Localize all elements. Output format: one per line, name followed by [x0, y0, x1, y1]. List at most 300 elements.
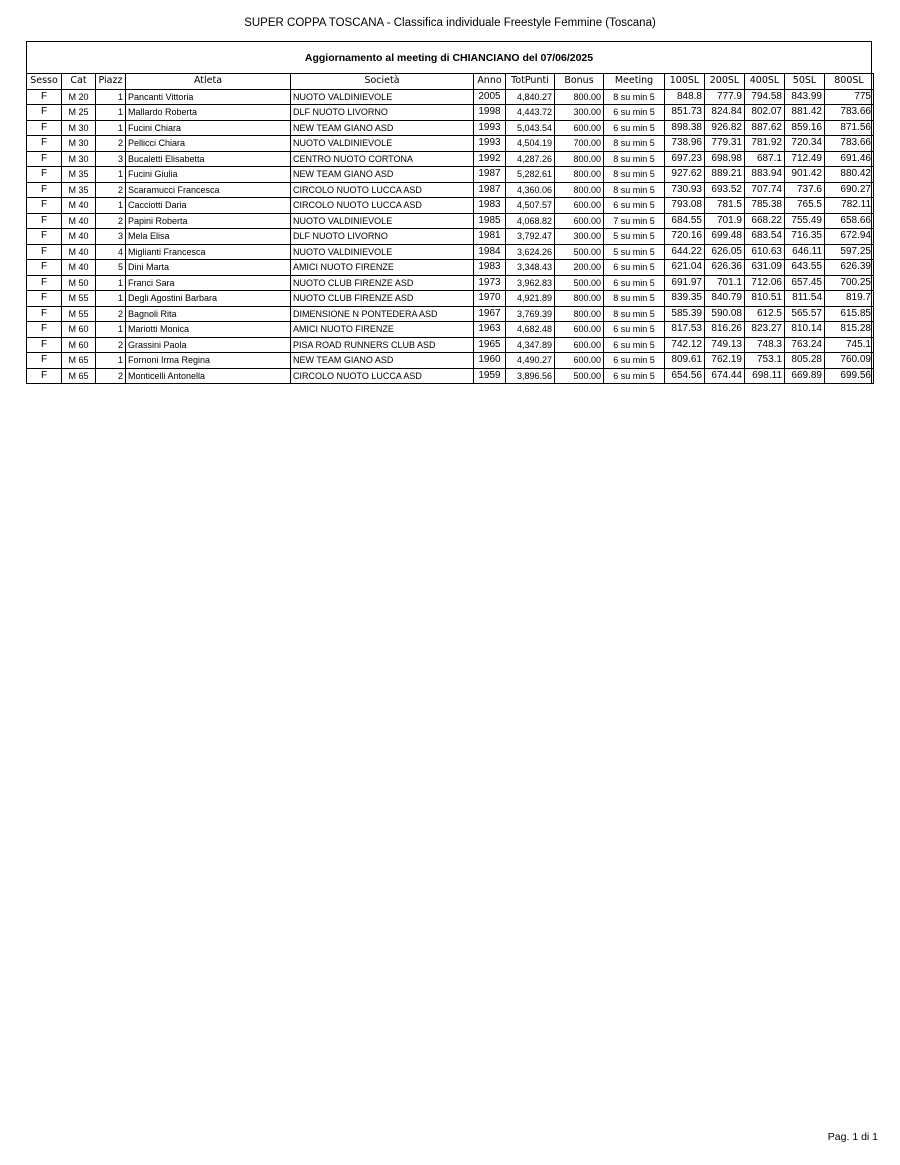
cell-atleta: Fucini Giulia: [126, 167, 291, 183]
column-header-meeting: Meeting: [604, 74, 665, 90]
cell-400sl: 698.11: [745, 368, 785, 384]
cell-meeting: 8 su min 5: [604, 306, 665, 322]
cell-piazz: 5: [96, 260, 126, 276]
cell-piazz: 1: [96, 167, 126, 183]
cell-100sl: 684.55: [665, 213, 705, 229]
cell-piazz: 2: [96, 337, 126, 353]
cell-cat: M 40: [62, 244, 96, 260]
cell-200sl: 926.82: [705, 120, 745, 136]
cell-cat: M 40: [62, 213, 96, 229]
cell-cat: M 60: [62, 337, 96, 353]
cell-totpunti: 4,682.48: [506, 322, 555, 338]
column-header-societa: Società: [291, 74, 474, 90]
column-header-100sl: 100SL: [665, 74, 705, 90]
cell-bonus: 700.00: [555, 136, 604, 152]
cell-100sl: 927.62: [665, 167, 705, 183]
cell-bonus: 800.00: [555, 167, 604, 183]
header-row: [27, 74, 874, 90]
cell-50sl: 669.89: [785, 368, 825, 384]
column-header-anno: Anno: [474, 74, 506, 90]
cell-anno: 1993: [474, 136, 506, 152]
cell-bonus: 800.00: [555, 291, 604, 307]
cell-800sl: 672.94: [825, 229, 874, 245]
cell-bonus: 600.00: [555, 213, 604, 229]
table-row: [27, 120, 874, 136]
cell-anno: 1960: [474, 353, 506, 369]
table-row: [27, 291, 874, 307]
cell-50sl: 643.55: [785, 260, 825, 276]
table-row: [27, 151, 874, 167]
cell-bonus: 800.00: [555, 151, 604, 167]
cell-bonus: 300.00: [555, 229, 604, 245]
cell-bonus: 300.00: [555, 105, 604, 121]
cell-200sl: 674.44: [705, 368, 745, 384]
cell-anno: 1983: [474, 260, 506, 276]
cell-cat: M 30: [62, 136, 96, 152]
cell-atleta: Mela Elisa: [126, 229, 291, 245]
cell-piazz: 2: [96, 182, 126, 198]
cell-bonus: 600.00: [555, 337, 604, 353]
cell-cat: M 55: [62, 291, 96, 307]
document-title: SUPER COPPA TOSCANA - Classifica individuale Freestyle Femmine (Toscana): [244, 17, 656, 29]
cell-meeting: 8 su min 5: [604, 151, 665, 167]
cell-atleta: Scaramucci Francesca: [126, 182, 291, 198]
cell-societa: CIRCOLO NUOTO LUCCA ASD: [291, 182, 474, 198]
cell-800sl: 782.11: [825, 198, 874, 214]
cell-200sl: 590.08: [705, 306, 745, 322]
cell-cat: M 30: [62, 151, 96, 167]
cell-meeting: 6 su min 5: [604, 275, 665, 291]
cell-meeting: 6 su min 5: [604, 105, 665, 121]
cell-anno: 1963: [474, 322, 506, 338]
column-header-totpunti: TotPunti: [506, 74, 555, 90]
cell-cat: M 65: [62, 368, 96, 384]
cell-anno: 1965: [474, 337, 506, 353]
cell-meeting: 8 su min 5: [604, 291, 665, 307]
cell-100sl: 621.04: [665, 260, 705, 276]
cell-atleta: Fornoni Irma Regina: [126, 353, 291, 369]
cell-400sl: 612.5: [745, 306, 785, 322]
table-row: [27, 306, 874, 322]
column-header-cat: Cat: [62, 74, 96, 90]
cell-400sl: 887.62: [745, 120, 785, 136]
cell-anno: 1993: [474, 120, 506, 136]
cell-bonus: 500.00: [555, 368, 604, 384]
cell-anno: 1959: [474, 368, 506, 384]
cell-piazz: 2: [96, 136, 126, 152]
cell-meeting: 8 su min 5: [604, 167, 665, 183]
cell-sesso: F: [27, 229, 62, 245]
cell-societa: PISA ROAD RUNNERS CLUB ASD: [291, 337, 474, 353]
column-header-piazz: Piazz: [96, 74, 126, 90]
cell-100sl: 851.73: [665, 105, 705, 121]
cell-atleta: Monticelli Antonella: [126, 368, 291, 384]
cell-meeting: 6 su min 5: [604, 337, 665, 353]
cell-400sl: 802.07: [745, 105, 785, 121]
cell-totpunti: 5,043.54: [506, 120, 555, 136]
cell-bonus: 600.00: [555, 353, 604, 369]
cell-cat: M 25: [62, 105, 96, 121]
cell-totpunti: 4,068.82: [506, 213, 555, 229]
cell-totpunti: 3,962.83: [506, 275, 555, 291]
cell-100sl: 793.08: [665, 198, 705, 214]
cell-800sl: 597.25: [825, 244, 874, 260]
cell-anno: 1981: [474, 229, 506, 245]
cell-totpunti: 4,490.27: [506, 353, 555, 369]
cell-societa: NUOTO VALDINIEVOLE: [291, 213, 474, 229]
cell-200sl: 777.9: [705, 89, 745, 105]
cell-800sl: 691.46: [825, 151, 874, 167]
cell-400sl: 687.1: [745, 151, 785, 167]
cell-atleta: Mallardo Roberta: [126, 105, 291, 121]
cell-200sl: 698.98: [705, 151, 745, 167]
cell-meeting: 5 su min 5: [604, 244, 665, 260]
column-header-bonus: Bonus: [555, 74, 604, 90]
cell-societa: NUOTO CLUB FIRENZE ASD: [291, 291, 474, 307]
cell-400sl: 883.94: [745, 167, 785, 183]
cell-anno: 1973: [474, 275, 506, 291]
cell-400sl: 781.92: [745, 136, 785, 152]
cell-totpunti: 3,792.47: [506, 229, 555, 245]
cell-800sl: 783.66: [825, 105, 874, 121]
cell-sesso: F: [27, 136, 62, 152]
cell-bonus: 800.00: [555, 89, 604, 105]
cell-atleta: Dini Marta: [126, 260, 291, 276]
cell-totpunti: 4,507.57: [506, 198, 555, 214]
column-header-atleta: Atleta: [126, 74, 291, 90]
cell-800sl: 690.27: [825, 182, 874, 198]
cell-800sl: 819.7: [825, 291, 874, 307]
cell-societa: DLF NUOTO LIVORNO: [291, 229, 474, 245]
cell-100sl: 738.96: [665, 136, 705, 152]
cell-anno: 1984: [474, 244, 506, 260]
column-header-sesso: Sesso: [27, 74, 62, 90]
cell-meeting: 6 su min 5: [604, 260, 665, 276]
cell-100sl: 742.12: [665, 337, 705, 353]
cell-atleta: Pancanti Vittoria: [126, 89, 291, 105]
cell-atleta: Grassini Paola: [126, 337, 291, 353]
cell-atleta: Fucini Chiara: [126, 120, 291, 136]
table-row: [27, 198, 874, 214]
cell-totpunti: 3,896.56: [506, 368, 555, 384]
cell-piazz: 1: [96, 89, 126, 105]
cell-anno: 1992: [474, 151, 506, 167]
cell-meeting: 6 su min 5: [604, 368, 665, 384]
cell-200sl: 626.05: [705, 244, 745, 260]
cell-bonus: 600.00: [555, 322, 604, 338]
cell-100sl: 720.16: [665, 229, 705, 245]
cell-400sl: 631.09: [745, 260, 785, 276]
cell-200sl: 781.5: [705, 198, 745, 214]
cell-800sl: 699.56: [825, 368, 874, 384]
cell-100sl: 839.35: [665, 291, 705, 307]
cell-cat: M 60: [62, 322, 96, 338]
column-header-200sl: 200SL: [705, 74, 745, 90]
cell-anno: 2005: [474, 89, 506, 105]
cell-50sl: 901.42: [785, 167, 825, 183]
cell-sesso: F: [27, 368, 62, 384]
cell-societa: CENTRO NUOTO CORTONA: [291, 151, 474, 167]
cell-50sl: 765.5: [785, 198, 825, 214]
cell-atleta: Degli Agostini Barbara: [126, 291, 291, 307]
cell-anno: 1987: [474, 167, 506, 183]
cell-400sl: 668.22: [745, 213, 785, 229]
cell-400sl: 810.51: [745, 291, 785, 307]
cell-100sl: 697.23: [665, 151, 705, 167]
cell-cat: M 40: [62, 260, 96, 276]
cell-sesso: F: [27, 198, 62, 214]
cell-atleta: Miglianti Francesca: [126, 244, 291, 260]
table-row: [27, 136, 874, 152]
table-row: [27, 167, 874, 183]
cell-sesso: F: [27, 182, 62, 198]
cell-200sl: 889.21: [705, 167, 745, 183]
column-header-50sl: 50SL: [785, 74, 825, 90]
cell-800sl: 700.25: [825, 275, 874, 291]
cell-bonus: 600.00: [555, 198, 604, 214]
cell-totpunti: 4,504.19: [506, 136, 555, 152]
cell-atleta: Bucaletti Elisabetta: [126, 151, 291, 167]
cell-cat: M 65: [62, 353, 96, 369]
cell-400sl: 610.63: [745, 244, 785, 260]
cell-societa: NUOTO CLUB FIRENZE ASD: [291, 275, 474, 291]
cell-meeting: 8 su min 5: [604, 136, 665, 152]
table-row: [27, 368, 874, 384]
cell-societa: AMICI NUOTO FIRENZE: [291, 260, 474, 276]
table-row: [27, 244, 874, 260]
cell-anno: 1985: [474, 213, 506, 229]
cell-200sl: 816.26: [705, 322, 745, 338]
cell-sesso: F: [27, 151, 62, 167]
cell-anno: 1967: [474, 306, 506, 322]
cell-sesso: F: [27, 353, 62, 369]
cell-50sl: 811.54: [785, 291, 825, 307]
cell-piazz: 2: [96, 213, 126, 229]
cell-50sl: 712.49: [785, 151, 825, 167]
cell-meeting: 8 su min 5: [604, 182, 665, 198]
cell-800sl: 871.56: [825, 120, 874, 136]
cell-sesso: F: [27, 89, 62, 105]
cell-totpunti: 4,921.89: [506, 291, 555, 307]
cell-sesso: F: [27, 306, 62, 322]
cell-societa: NEW TEAM GIANO ASD: [291, 120, 474, 136]
cell-50sl: 716.35: [785, 229, 825, 245]
cell-societa: NEW TEAM GIANO ASD: [291, 167, 474, 183]
cell-400sl: 753.1: [745, 353, 785, 369]
cell-sesso: F: [27, 105, 62, 121]
cell-sesso: F: [27, 213, 62, 229]
cell-sesso: F: [27, 291, 62, 307]
cell-200sl: 824.84: [705, 105, 745, 121]
cell-50sl: 843.99: [785, 89, 825, 105]
cell-totpunti: 4,443.72: [506, 105, 555, 121]
cell-bonus: 800.00: [555, 182, 604, 198]
cell-50sl: 881.42: [785, 105, 825, 121]
cell-400sl: 748.3: [745, 337, 785, 353]
cell-800sl: 775: [825, 89, 874, 105]
cell-sesso: F: [27, 322, 62, 338]
cell-sesso: F: [27, 120, 62, 136]
cell-200sl: 840.79: [705, 291, 745, 307]
cell-piazz: 4: [96, 244, 126, 260]
cell-societa: NUOTO VALDINIEVOLE: [291, 244, 474, 260]
cell-societa: NEW TEAM GIANO ASD: [291, 353, 474, 369]
cell-cat: M 30: [62, 120, 96, 136]
cell-sesso: F: [27, 244, 62, 260]
cell-meeting: 5 su min 5: [604, 229, 665, 245]
cell-atleta: Pellicci Chiara: [126, 136, 291, 152]
cell-societa: AMICI NUOTO FIRENZE: [291, 322, 474, 338]
cell-800sl: 815.28: [825, 322, 874, 338]
cell-50sl: 755.49: [785, 213, 825, 229]
cell-400sl: 683.54: [745, 229, 785, 245]
cell-400sl: 712.06: [745, 275, 785, 291]
cell-totpunti: 4,347.89: [506, 337, 555, 353]
cell-totpunti: 5,282.61: [506, 167, 555, 183]
cell-800sl: 760.09: [825, 353, 874, 369]
cell-anno: 1987: [474, 182, 506, 198]
cell-sesso: F: [27, 260, 62, 276]
cell-piazz: 1: [96, 322, 126, 338]
cell-100sl: 691.97: [665, 275, 705, 291]
cell-atleta: Papini Roberta: [126, 213, 291, 229]
cell-societa: DLF NUOTO LIVORNO: [291, 105, 474, 121]
cell-atleta: Bagnoli Rita: [126, 306, 291, 322]
cell-piazz: 3: [96, 151, 126, 167]
cell-piazz: 2: [96, 306, 126, 322]
cell-100sl: 848.8: [665, 89, 705, 105]
cell-cat: M 20: [62, 89, 96, 105]
table-row: [27, 229, 874, 245]
cell-cat: M 35: [62, 167, 96, 183]
cell-meeting: 7 su min 5: [604, 213, 665, 229]
cell-800sl: 658.66: [825, 213, 874, 229]
cell-bonus: 200.00: [555, 260, 604, 276]
cell-100sl: 898.38: [665, 120, 705, 136]
cell-50sl: 763.24: [785, 337, 825, 353]
cell-piazz: 1: [96, 275, 126, 291]
cell-bonus: 500.00: [555, 275, 604, 291]
cell-50sl: 646.11: [785, 244, 825, 260]
cell-atleta: Mariotti Monica: [126, 322, 291, 338]
cell-100sl: 644.22: [665, 244, 705, 260]
cell-400sl: 794.58: [745, 89, 785, 105]
cell-200sl: 626.36: [705, 260, 745, 276]
cell-cat: M 40: [62, 198, 96, 214]
cell-cat: M 40: [62, 229, 96, 245]
cell-totpunti: 3,624.26: [506, 244, 555, 260]
cell-cat: M 50: [62, 275, 96, 291]
cell-400sl: 823.27: [745, 322, 785, 338]
cell-200sl: 762.19: [705, 353, 745, 369]
cell-anno: 1970: [474, 291, 506, 307]
cell-societa: CIRCOLO NUOTO LUCCA ASD: [291, 368, 474, 384]
cell-200sl: 693.52: [705, 182, 745, 198]
cell-totpunti: 4,360.06: [506, 182, 555, 198]
table-row: [27, 105, 874, 121]
cell-800sl: 745.1: [825, 337, 874, 353]
cell-societa: NUOTO VALDINIEVOLE: [291, 89, 474, 105]
cell-sesso: F: [27, 167, 62, 183]
cell-anno: 1983: [474, 198, 506, 214]
cell-meeting: 6 su min 5: [604, 198, 665, 214]
table-row: [27, 353, 874, 369]
cell-50sl: 657.45: [785, 275, 825, 291]
results-panel: [26, 41, 872, 384]
cell-200sl: 779.31: [705, 136, 745, 152]
cell-cat: M 55: [62, 306, 96, 322]
cell-cat: M 35: [62, 182, 96, 198]
table-row: [27, 337, 874, 353]
table-row: [27, 89, 874, 105]
cell-totpunti: 4,840.27: [506, 89, 555, 105]
cell-50sl: 859.16: [785, 120, 825, 136]
cell-meeting: 6 su min 5: [604, 353, 665, 369]
cell-totpunti: 4,287.26: [506, 151, 555, 167]
cell-400sl: 785.38: [745, 198, 785, 214]
cell-50sl: 805.28: [785, 353, 825, 369]
cell-100sl: 730.93: [665, 182, 705, 198]
cell-200sl: 699.48: [705, 229, 745, 245]
cell-piazz: 1: [96, 353, 126, 369]
table-row: [27, 182, 874, 198]
cell-100sl: 654.56: [665, 368, 705, 384]
cell-800sl: 880.42: [825, 167, 874, 183]
cell-800sl: 783.66: [825, 136, 874, 152]
cell-bonus: 500.00: [555, 244, 604, 260]
results-table: [26, 73, 874, 384]
cell-50sl: 810.14: [785, 322, 825, 338]
cell-800sl: 626.39: [825, 260, 874, 276]
cell-200sl: 701.1: [705, 275, 745, 291]
cell-200sl: 749.13: [705, 337, 745, 353]
table-row: [27, 275, 874, 291]
update-subtitle: Aggiornamento al meeting di CHIANCIANO del 07/06/2025: [304, 52, 594, 64]
cell-piazz: 2: [96, 368, 126, 384]
cell-sesso: F: [27, 337, 62, 353]
cell-totpunti: 3,769.39: [506, 306, 555, 322]
column-header-800sl: 800SL: [825, 74, 874, 90]
table-row: [27, 322, 874, 338]
cell-200sl: 701.9: [705, 213, 745, 229]
cell-100sl: 817.53: [665, 322, 705, 338]
results-body: [27, 89, 874, 384]
cell-piazz: 1: [96, 198, 126, 214]
column-header-400sl: 400SL: [745, 74, 785, 90]
cell-800sl: 615.85: [825, 306, 874, 322]
cell-bonus: 600.00: [555, 120, 604, 136]
cell-50sl: 565.57: [785, 306, 825, 322]
cell-100sl: 809.61: [665, 353, 705, 369]
cell-atleta: Franci Sara: [126, 275, 291, 291]
cell-societa: DIMENSIONE N PONTEDERA ASD: [291, 306, 474, 322]
cell-50sl: 737.6: [785, 182, 825, 198]
cell-meeting: 6 su min 5: [604, 120, 665, 136]
page-number: Pag. 1 di 1: [827, 1131, 878, 1143]
cell-sesso: F: [27, 275, 62, 291]
cell-piazz: 1: [96, 291, 126, 307]
cell-atleta: Cacciotti Daria: [126, 198, 291, 214]
cell-400sl: 707.74: [745, 182, 785, 198]
cell-100sl: 585.39: [665, 306, 705, 322]
cell-societa: CIRCOLO NUOTO LUCCA ASD: [291, 198, 474, 214]
cell-piazz: 3: [96, 229, 126, 245]
cell-meeting: 6 su min 5: [604, 322, 665, 338]
cell-societa: NUOTO VALDINIEVOLE: [291, 136, 474, 152]
cell-50sl: 720.34: [785, 136, 825, 152]
cell-piazz: 1: [96, 120, 126, 136]
cell-totpunti: 3,348.43: [506, 260, 555, 276]
